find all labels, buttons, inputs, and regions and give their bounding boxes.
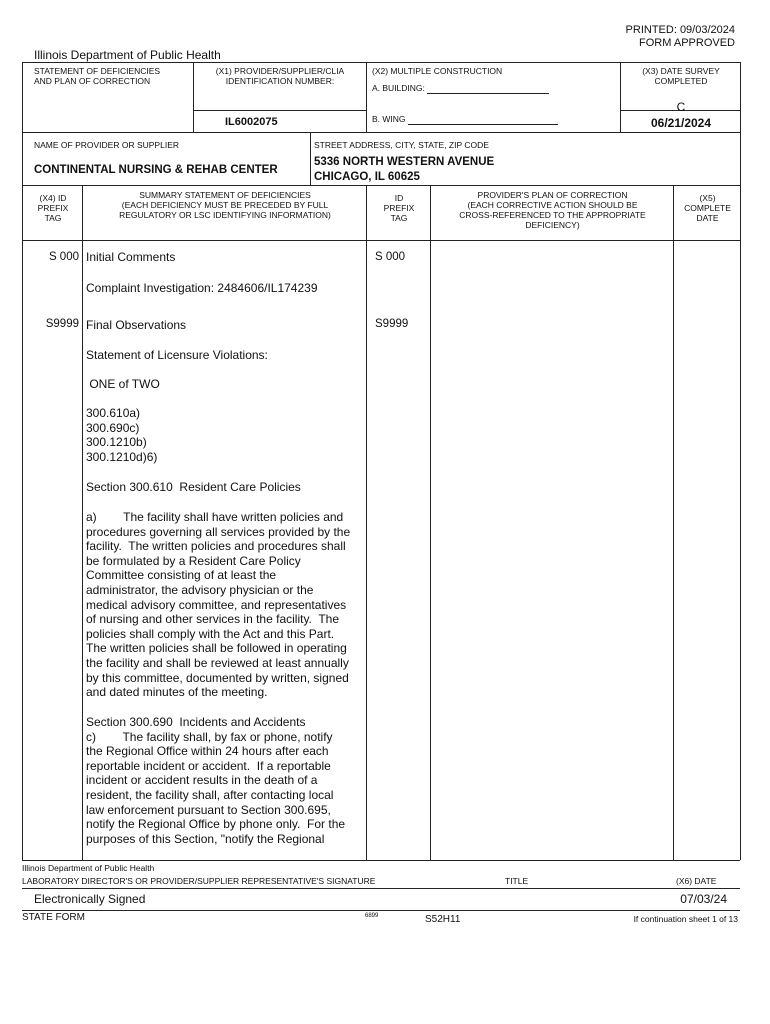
wing-field (408, 114, 558, 125)
footer-agency: Illinois Department of Public Health (22, 863, 155, 873)
tag-s000-right: S 000 (375, 251, 406, 263)
initial-comments: Initial Comments (86, 250, 176, 264)
signed-date: 07/03/24 (680, 892, 727, 906)
section-610-paragraph: a) The facility shall have written policies and procedures governing all services provided by the facility. The written policies and procedures shall be formulated by a Resident Care Policy Committee consisting of at least the administrator, the advisory physician or the medical advisory committee, and representatives of nursing and other services in the facility. The policies shall comply with the Act and this Part. The written policies shall be followed in operating the facility and shall be reviewed at least annually by this committee, documented by written, signed and dated minutes of the meeting. (86, 510, 351, 700)
state-form-label: STATE FORM (22, 912, 85, 923)
building-field (427, 83, 549, 94)
tag-s9999-right: S9999 (375, 318, 409, 330)
survey-date: 06/21/2024 (650, 116, 712, 130)
statement-label: STATEMENT OF DEFICIENCIES AND PLAN OF CORRECTION (34, 66, 161, 86)
section-610-title: Section 300.610 Resident Care Policies (86, 480, 301, 494)
col-x4-header: (X4) ID PREFIX TAG (37, 193, 69, 223)
col-x5-header: (X5) COMPLETE DATE (684, 193, 731, 223)
city-state-zip: CHICAGO, IL 60625 (314, 171, 420, 183)
agency-name: Illinois Department of Public Health (34, 48, 221, 62)
provider-name-label: NAME OF PROVIDER OR SUPPLIER (34, 140, 179, 150)
building-label: A. BUILDING: (372, 83, 425, 93)
col-summary-header: SUMMARY STATEMENT OF DEFICIENCIES (EACH DEFICIENCY MUST BE PRECEDED BY FULL REGULATORY OR LSC IDENTIFYING INFORMATION) (119, 190, 331, 220)
final-observations: Final Observations (86, 318, 187, 332)
tag-s000: S 000 (48, 251, 79, 263)
tag-s9999: S9999 (45, 318, 79, 330)
address-label: STREET ADDRESS, CITY, STATE, ZIP CODE (314, 140, 489, 150)
survey-code: C (676, 100, 686, 114)
statement-of-violations: Statement of Licensure Violations: (86, 348, 268, 362)
x2-label: (X2) MULTIPLE CONSTRUCTION (372, 66, 503, 76)
signature-label: LABORATORY DIRECTOR'S OR PROVIDER/SUPPLIER REPRESENTATIVE'S SIGNATURE (22, 876, 376, 886)
event-id: S52H11 (425, 914, 461, 925)
form-number: 6899 (365, 913, 379, 919)
x3-label: (X3) DATE SURVEY COMPLETED (642, 66, 720, 86)
provider-id: IL6002075 (225, 116, 278, 128)
col-plan-header: PROVIDER'S PLAN OF CORRECTION (EACH CORRECTIVE ACTION SHOULD BE CROSS-REFERENCED TO THE APPROPRIATE DEFICIENCY) (459, 190, 646, 230)
regulation-list: 300.610a) 300.690c) 300.1210b) 300.1210d)6) (86, 406, 158, 464)
one-of-two: ONE of TWO (86, 377, 160, 391)
provider-name: CONTINENTAL NURSING & REHAB CENTER (34, 164, 278, 176)
section-690-paragraph: Section 300.690 Incidents and Accidents c) The facility shall, by fax or phone, notify the Regional Office within 24 hours after each reportable incident or accident. If a reportable incident or accident results in the death of a resident, the facility shall, after contacting local law enforcement pursuant to Section 300.695, notify the Regional Office by phone only. For the purposes of this Section, "notify the Regional (86, 715, 346, 846)
x1-label: (X1) PROVIDER/SUPPLIER/CLIA IDENTIFICATION NUMBER: (215, 66, 345, 86)
wing-label: B. WING (372, 114, 406, 124)
form-status: FORM APPROVED (639, 37, 735, 49)
title-label: TITLE (505, 876, 529, 886)
continuation-sheet: If continuation sheet 1 of 13 (633, 914, 738, 924)
complaint-investigation: Complaint Investigation: 2484606/IL174239 (86, 281, 318, 295)
x6-date-label: (X6) DATE (676, 876, 717, 886)
col-id-header: ID PREFIX TAG (383, 193, 415, 223)
printed-date: PRINTED: 09/03/2024 (625, 24, 735, 36)
signature-value: Electronically Signed (34, 892, 146, 906)
street-address: 5336 NORTH WESTERN AVENUE (314, 156, 495, 168)
